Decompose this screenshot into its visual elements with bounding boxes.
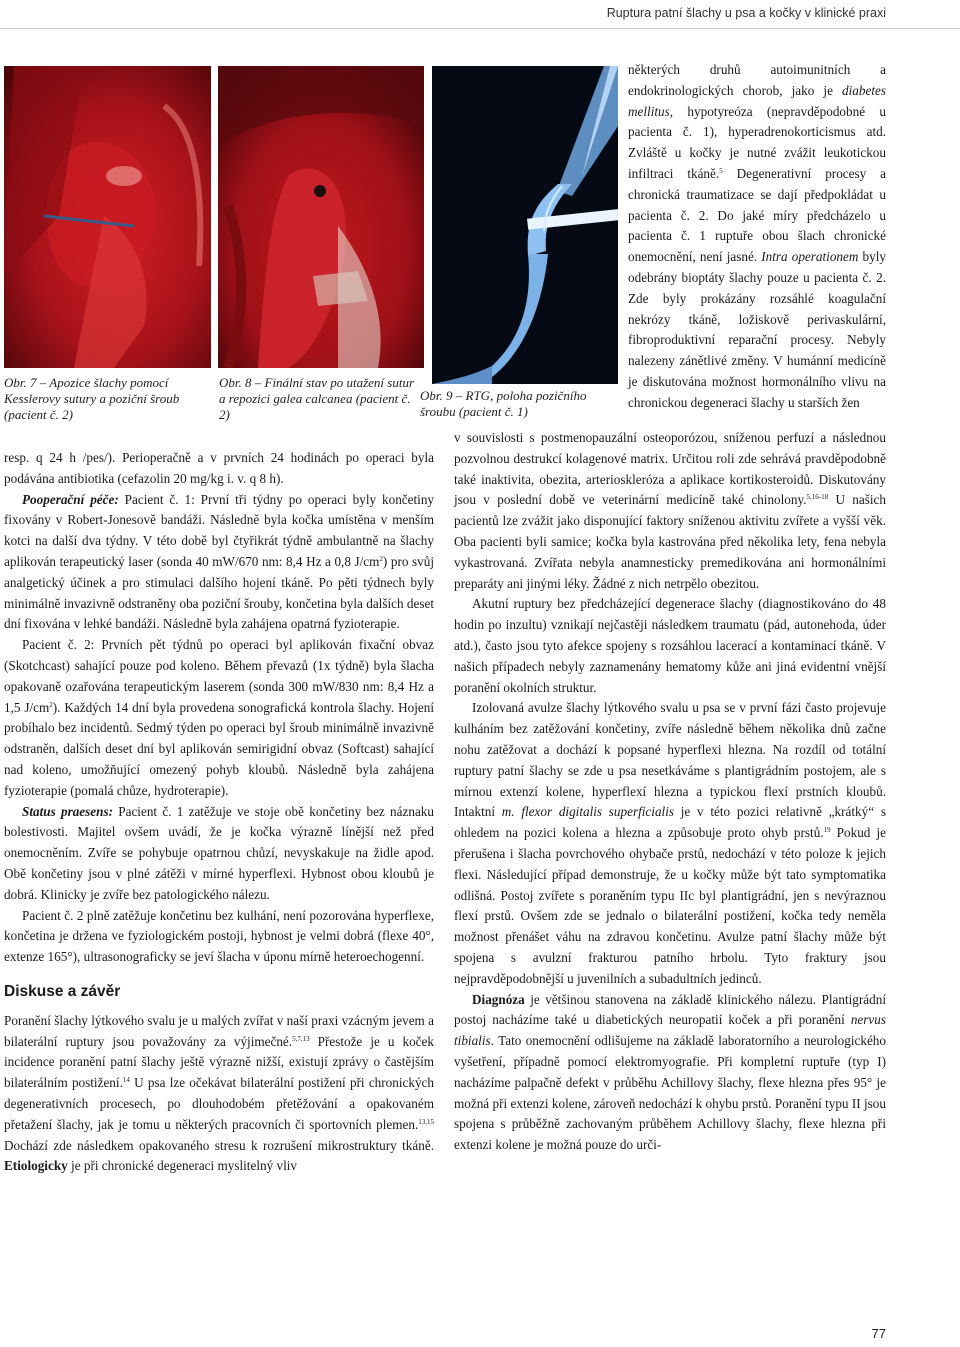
figure-7-photo	[4, 66, 211, 368]
paragraph-hormonal: některých druhů autoimunitních a endokrinologických chorob, jako je diabetes mellitus, hypotyreóza (nepravděpodobné u pacienta č. 1), hyperadrenokorticismus atd. Zvláště u kočky je nutné zvážit leukotickou infiltraci tkáně.$^5$ Degenerativní procesy a chronická traumatizace se dají předpokládat u pacienta č. 2. Do jaké míry předcházelo u pacienta č. 1 ruptuře obou šlach chronické onemocnění, není jasné. Intra operationem byly odebrány bioptáty šlachy pouze u pacienta č. 2. Zde byly prokázány rozsáhlé koagulační nekrózy tkáně, ložiskově perivaskulární, fibroproduktivní reparační procesy. Nebyly nalezeny zánětlivé změny. V humánní medicíně je diskutována možnost hormonálního vlivu na chronickou degeneraci šlachy u starších žen	[628, 62, 887, 410]
figure-8-photo	[218, 66, 424, 368]
paragraph-avulsion: Izolovaná avulze šlachy lýtkového svalu u psa se v první fázi často projevuje kulháním bez zatěžování končetiny, zvíře následně během několika dnů začne nohu zatěžovat a dochází k popsané hyperflexi hlezna. Na rozdíl od totální ruptury patní šlachy se zde u psa nesetkáváme s plantigrádním postojem, ale s mírnou extenzí kolene, hyperflexí hlezna a typickou flexí prstních kloubů. Intaktní m. flexor digitalis superficialis je v této pozici relativně „krátký“ s ohledem na pozici kolena a hlezna a způsobuje proto ohyb prstů.$^{19}$ Pokud je přerušena i šlacha povrchového ohybače prstů, nedochází v této poloze k jejich flexi. Následující případ demonstruje, že u kočky může být tato symptomatika odlišná. Postoj zvířete s poraněním typu IIc byl plantigrádní, jen s nevýraznou flexí prstů. Ovšem zde se jednalo o bilaterální postižení, kočka tedy neměla možnost přenášet váhu na zdravou končetinu. Avulze patní šlachy může být spojena s avulzní frakturou patního hrbolu. Tyto fraktury jsou nejpravděpodobnější u juvenilních a subadultních jedinců.	[454, 700, 886, 986]
paragraph-status-praesens: Status praesens: Pacient č. 1 zatěžuje ve stoje obě končetiny bez náznaku bolestivosti. Majitel ovšem uvádí, že je kočka výrazně línější než před onemocněním. Zvíře se pohybuje opatrnou chůzí, nevyskakuje na židle apod. Obě končetiny jsou v plné zátěži v mírné hyperflexi. Hybnost obou kloubů je dobrá. Klinicky je zvíře bez patologického nálezu.	[4, 803, 434, 902]
paragraph-continuation: v souvislosti s postmenopauzální osteoporózou, sníženou perfuzí a následnou pozvolnou destrukcí kolagenové matrix. Určitou roli zde sehrává pravděpodobně také inaktivita, obezita, arterioskleróza a aplikace kortikosteroidů. Diskutovány jsou v poslední době ve veterinární medicíně také chinolony.$^{5,16-18}$ U našich pacientů lze zvážit jako disponující faktory sníženou aktivitu zvířete a vyšší věk. Oba pacienti byli samice; kočka byla kastrována před několika lety, fena nebyla vykastrovaná. Zvířata nebyla anamnesticky premedikována ani hormonálními preparáty ani jinými léky. Žádné z nich netrpělo obezitou.	[454, 430, 886, 591]
paragraph-postoperative-care: Pooperační péče: Pacient č. 1: První tři týdny po operaci byly končetiny fixovány v Robert-Jonesově bandáži. Následně byla kočka umístěna v menším kotci na další dva týdny. V této době byl čtyřikrát týdně ambulantně na šlachy aplikován terapeutický laser (sonda 40 mW/670 nm: 8,4 Hz a 0,8 $J/cm^2$) pro svůj analgetický účinek a pro stimulaci dalšího hojení tkáně. Po pěti týdnech byly minimálně invazivně odstraněny oba poziční šrouby, končetina byla dalších deset dní fixována v lehké bandáži. Následně byla zahájena opatrná fyzioterapie.	[4, 491, 435, 632]
figure-8-caption: Obr. 8 – Finální stav po utažení sutur a repozici galea calcanea (pacient č. 2)	[219, 375, 415, 422]
figure-7-caption: Obr. 7 – Apozice šlachy pomocí Kesslerovy sutury a poziční šroub (pacient č. 2)	[4, 375, 180, 422]
paragraph-acute-ruptures: Akutní ruptury bez předcházející degenerace šlachy (diagnostikováno do 48 hodin po inzultu) vznikají nejčastěji následkem traumatu (pád, autonehoda, úder atd.), často jsou tyto afekce spojeny s rozsáhlou lacerací a kontaminací tkáně. V našich případech nebyly zaznamenány hematomy kůže ani jiná evidentní vnější poranění okolních struktur.	[454, 596, 886, 695]
paragraph-patient-2-care: Pacient č. 2: Prvních pět týdnů po operaci byl aplikován fixační obvaz (Skotchcast) sahající pouze pod koleno. Během převazů (1x týdně) byla šlacha opakovaně ozařována terapeutickým laserem (sonda 300 mW/830 nm: 8,4 Hz a 1,5 $J/cm^2$). Každých 14 dní byla provedena sonografická kontrola šlachy. Hojení probíhalo bez incidentů. Sedmý týden po operaci byl šroub minimálně invazivně odstraněn, dalších deset dní byl aplikován semirigidní obvaz (Softcast) sahající nad koleno, umožňující omezený pohyb kloubů. Následně byla zahájena fyzioterapie (pomalá chůze, hydroterapie).	[4, 637, 434, 798]
right-column-top	[628, 60, 886, 414]
running-title: Ruptura patní šlachy u psa a kočky v klinické praxi	[606, 6, 886, 20]
paragraph-discussion: Poranění šlachy lýtkového svalu je u malých zvířat v naší praxi vzácným jevem a bilaterální ruptury jsou považovány za výjimečné.$^{5,7,13}$ Přestože je u koček incidence poranění patní šlachy ještě výrazně nižší, existují zprávy o častějším bilaterálním postižení.$^{14}$ U psa lze očekávat bilaterální postižení při chronických degenerativních procesech, po dlouhodobém přetěžování a opakovaném přetažení šlachy, jak je tomu u některých pracovních či sportovních plemen.$^{13,15}$ Dochází zde následkem opakovaného stresu k rozrušení mikrostruktury tkáně. Etiologicky je při chronické degeneraci myslitelný vliv	[4, 1012, 435, 1174]
figure-9-photo	[432, 66, 618, 384]
running-header	[0, 0, 960, 29]
paragraph-patient-2-status: Pacient č. 2 plně zatěžuje končetinu bez kulhání, není pozorována hyperflexe, končetina je držena ve fyziologickém postoji, hybnost je velmi dobrá (flexe 40°, extenze 165°), ultrasonograficky se jeví šlacha v úponu mírně heteroechogenní.	[4, 907, 434, 965]
left-column	[4, 448, 434, 1177]
section-heading-discussion: Diskuse a závěr	[4, 982, 121, 1000]
paragraph-antibiotics: resp. q 24 h /pes/). Perioperačně a v prvních 24 hodinách po operaci byla podávána antibiotika (cefazolin 20 mg/kg i. v. q 8 h).	[4, 450, 434, 486]
surgical-photo-7	[4, 66, 211, 368]
surgical-photo-8	[218, 66, 424, 368]
paragraph-diagnosis: Diagnóza je většinou stanovena na základě klinického nálezu. Plantigrádní postoj nacházíme také u diabetických neuropatií koček a při poranění nervus tibialis. Tato onemocnění odlišujeme na základě laboratorního a neurologického vyšetření, případně pomocí elektromyografie. Při kompletní ruptuře (typ I) nacházíme palpačně defekt v průběhu Achillovy šlachy, flexe hlezna přes 95° je možná při extenzi kolene, zároveň nedochází k ohybu prstů. Poranění typu II jsou spojena s průběžně zachovaným průběhem Achillovy šlachy, flexe hlezna při extenzi kolene je možná pouze do urči-	[454, 991, 886, 1153]
right-column	[454, 428, 886, 1156]
page-number: 77	[871, 1326, 886, 1341]
figure-9-caption: Obr. 9 – RTG, poloha pozičního šroubu (pacient č. 1)	[420, 388, 587, 419]
xray-image-9	[432, 66, 618, 384]
